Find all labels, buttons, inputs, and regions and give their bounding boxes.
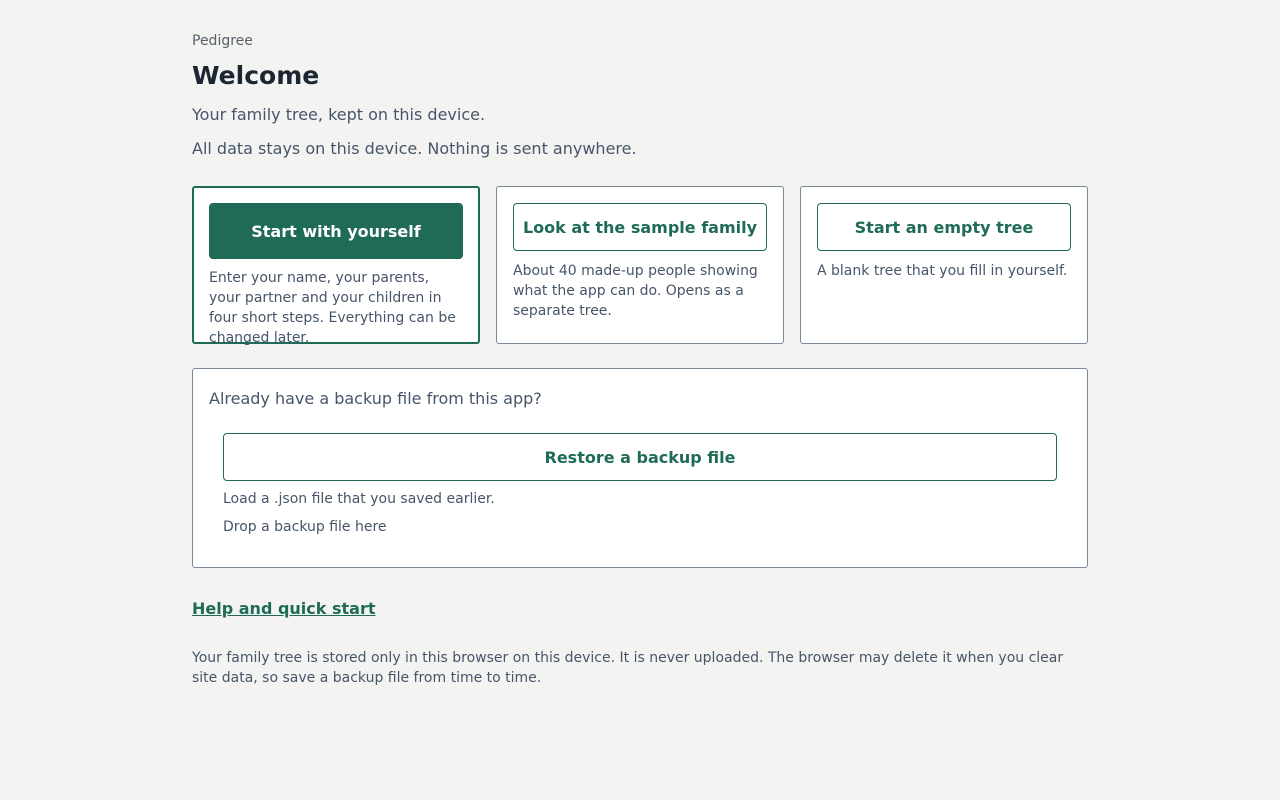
option-card-sample-family[interactable] [496,186,784,344]
backup-drop-zone[interactable]: Drop a backup file here [223,519,387,535]
option-description: Enter your name, your parents, your partner and your children in four short steps. Everything can be changed later. [209,270,456,346]
start-with-yourself-button[interactable]: Start with yourself [209,203,463,259]
backup-hint: Load a .json file that you saved earlier. [223,491,495,507]
help-link[interactable]: Help and quick start [192,599,376,618]
app-name: Pedigree [192,33,253,49]
backup-question: Already have a backup file from this app? [209,389,542,408]
privacy-note: All data stays on this device. Nothing is sent anywhere. [192,139,637,158]
option-card-empty-tree[interactable] [800,186,1088,344]
storage-note: Your family tree is stored only in this browser on this device. It is never uploaded. The browser may delete it when you clear site data, so save a backup file from time to time. [192,650,1064,686]
option-card-start-with-yourself[interactable] [192,186,480,344]
empty-tree-button[interactable]: Start an empty tree [817,203,1071,251]
sample-family-button[interactable]: Look at the sample family [513,203,767,251]
option-description: A blank tree that you fill in yourself. [817,263,1068,279]
option-description: About 40 made-up people showing what the app can do. Opens as a separate tree. [513,263,758,319]
tagline: Your family tree, kept on this device. [192,105,486,124]
start-options [192,186,1088,344]
page-title: Welcome [192,61,320,90]
backup-panel [192,368,1088,568]
restore-backup-button[interactable]: Restore a backup file [223,433,1057,481]
